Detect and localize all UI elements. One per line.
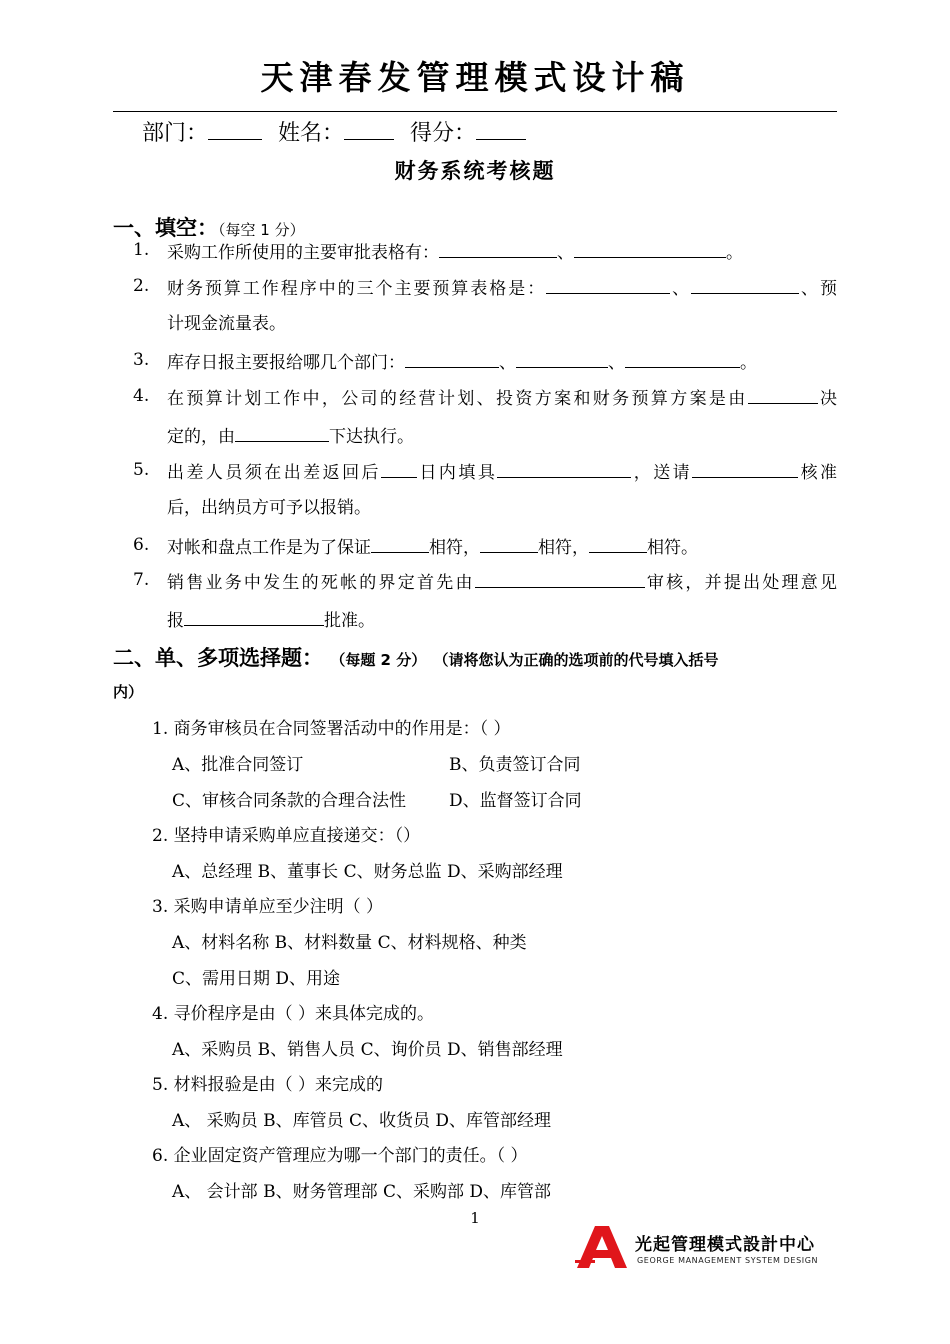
section1-title: 一、填空： [113,216,218,240]
logo-english: GEORGE MANAGEMENT SYSTEM DESIGN [637,1256,819,1265]
question-number: 1. [133,240,150,260]
section2-title: 二、单、多项选择题： [113,646,323,670]
choice-question-3: 3. 采购申请单应至少注明（ ） [152,897,384,917]
section2-score-note: （每题 2 分） [330,651,427,669]
dept-label: 部门： [142,121,209,146]
option-line[interactable]: A、 会计部 B、财务管理部 C、采购部 D、库管部 [172,1182,552,1202]
answer-blank[interactable] [439,240,557,258]
choice-question-4: 4. 寻价程序是由（ ）来具体完成的。 [152,1004,435,1024]
exam-subtitle: 财务系统考核题 [394,159,556,183]
score-label: 得分： [410,121,477,146]
section1-note: （每空 1 分） [218,221,305,239]
section1-heading [113,212,305,242]
document-title: 天津春发管理模式设计稿 [260,58,690,97]
option[interactable]: C、审核合同条款的合理合法性 [172,791,407,811]
title-divider [113,111,837,112]
question-text-line: 出差人员须在出差返回后 日内填具 ，送请 核准 [167,460,837,483]
choice-question-2: 2. 坚持申请采购单应直接递交：（） [152,826,421,846]
question-number: 3. [133,350,150,370]
question-text-line: 后，出纳员方可予以报销。 [167,498,371,518]
option-line[interactable]: A、 采购员 B、库管员 C、收货员 D、库管部经理 [172,1111,552,1131]
question-text-line: 计现金流量表。 [167,314,286,334]
answer-blank[interactable] [371,535,429,553]
option[interactable]: B、负责签订合同 [449,755,581,775]
logo-name: 光起管理模式設計中心 [635,1235,815,1255]
option-line[interactable]: A、采购员 B、销售人员 C、询价员 D、销售部经理 [172,1040,563,1060]
choice-question-5: 5. 材料报验是由（ ）来完成的 [152,1075,384,1095]
answer-blank[interactable] [692,460,798,478]
option-line[interactable]: A、材料名称 B、材料数量 C、材料规格、种类 [172,933,527,953]
answer-blank[interactable] [381,460,417,478]
name-label: 姓名： [278,121,345,146]
answer-blank[interactable] [691,276,799,294]
answer-blank[interactable] [497,460,631,478]
question-text-line: 对帐和盘点工作是为了保证 相符， 相符， 相符。 [167,535,698,558]
answer-blank[interactable] [480,535,538,553]
answer-blank[interactable] [235,424,329,442]
question-text-line: 报 批准。 [167,608,375,631]
answer-blank[interactable] [625,350,740,368]
name-blank[interactable] [344,117,394,140]
option-line[interactable]: A、总经理 B、董事长 C、财务总监 D、采购部经理 [172,862,563,882]
option[interactable]: A、批准合同签订 [172,755,304,775]
answer-blank[interactable] [184,608,324,626]
answer-blank[interactable] [516,350,608,368]
section2-heading [113,645,837,702]
question-text-line: 定的，由 下达执行。 [167,424,414,447]
score-blank[interactable] [476,117,526,140]
option-line[interactable]: C、需用日期 D、用途 [172,969,341,989]
answer-blank[interactable] [405,350,499,368]
candidate-info-line [142,116,542,147]
page-number: 1 [470,1209,480,1227]
dept-blank[interactable] [208,117,262,140]
question-number: 5. [133,460,150,480]
question-number: 2. [133,276,150,296]
question-number: 4. [133,386,150,406]
answer-blank[interactable] [748,386,818,404]
question-number: 7. [133,570,150,590]
answer-blank[interactable] [475,570,645,588]
option[interactable]: D、监督签订合同 [449,791,582,811]
question-text-line: 采购工作所使用的主要审批表格有： 、 。 [167,240,743,263]
question-text-line: 在预算计划工作中，公司的经营计划、投资方案和财务预算方案是由 决 [167,386,837,409]
answer-blank[interactable] [589,535,647,553]
answer-blank[interactable] [546,276,670,294]
question-text-line: 销售业务中发生的死帐的界定首先由 审核，并提出处理意见 [167,570,837,593]
choice-question-6: 6. 企业固定资产管理应为哪一个部门的责任。（ ） [152,1146,528,1166]
question-text-line: 库存日报主要报给哪几个部门： 、 、 。 [167,350,757,373]
section2-instruction-end: 内） [113,683,144,701]
question-text-line: 财务预算工作程序中的三个主要预算表格是： 、 、预 [167,276,837,299]
answer-blank[interactable] [574,240,726,258]
company-logo [575,1226,840,1270]
question-number: 6. [133,535,150,555]
section2-instruction: （请将您认为正确的选项前的代号填入括号 [433,651,719,669]
logo-a-icon [575,1226,627,1268]
choice-question-1: 1. 商务审核员在合同签署活动中的作用是：（ ） [152,719,511,739]
